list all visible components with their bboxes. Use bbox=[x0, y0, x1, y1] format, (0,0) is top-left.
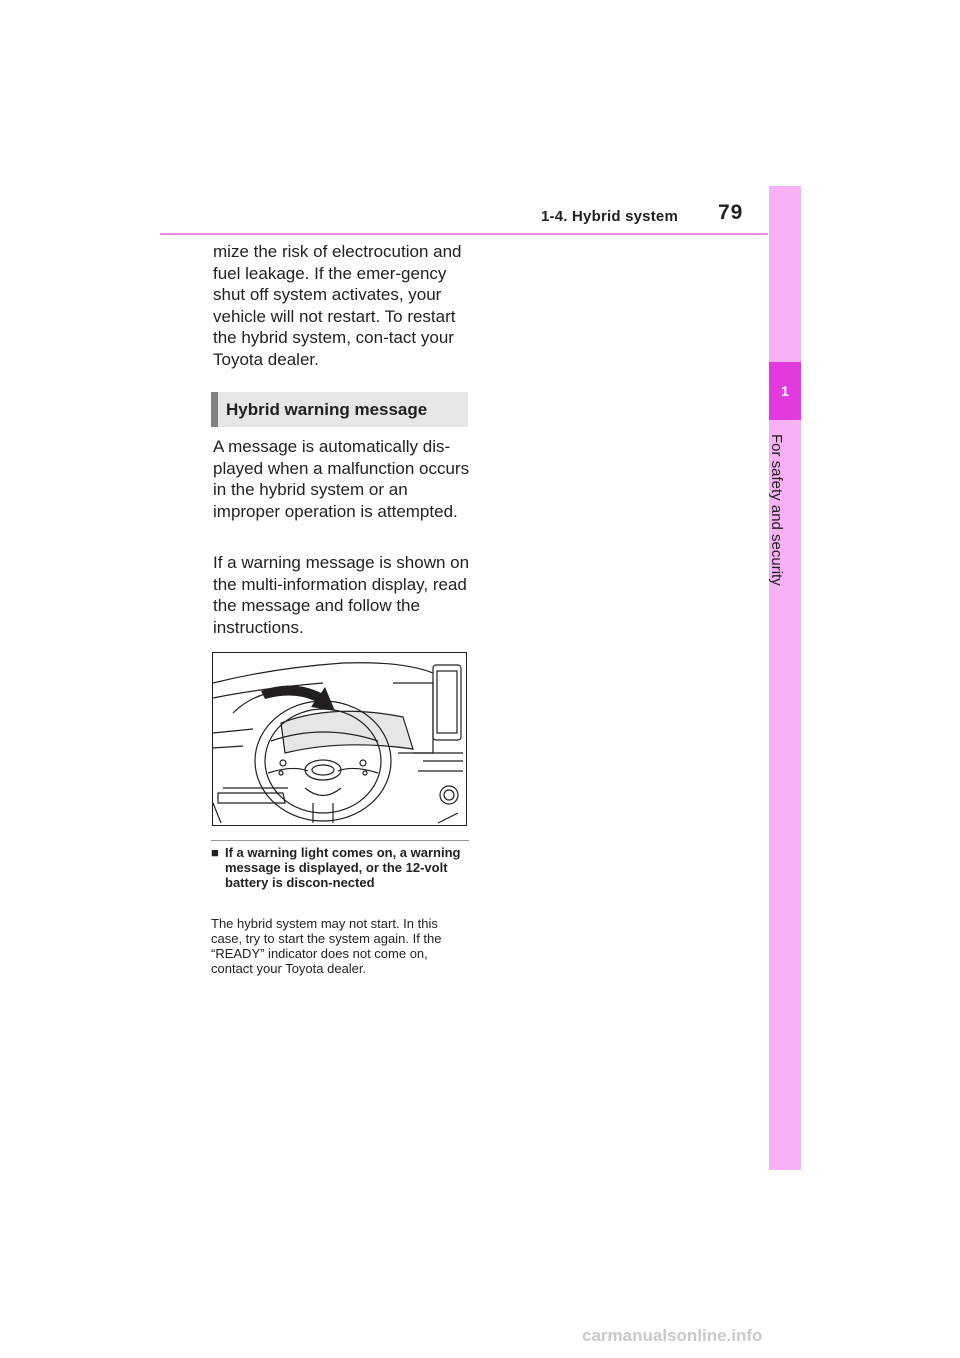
note-divider bbox=[211, 840, 469, 841]
section-title: 1-4. Hybrid system bbox=[541, 208, 678, 225]
header-divider bbox=[160, 233, 768, 235]
paragraph-follow-instructions: If a warning message is shown on the multi-information display, read the message and follow the instructions. bbox=[213, 553, 470, 637]
page-number: 79 bbox=[718, 201, 744, 224]
dashboard-illustration bbox=[212, 652, 467, 826]
note-heading-text: If a warning light comes on, a warning message is displayed, or the 12-volt battery is discon-nected bbox=[225, 845, 461, 890]
arrow-icon bbox=[213, 653, 467, 826]
chapter-side-tab bbox=[769, 186, 801, 1170]
section-heading bbox=[211, 392, 468, 427]
footer-watermark: carmanualsonline.info bbox=[582, 1326, 763, 1345]
chapter-number: 1 bbox=[781, 383, 789, 399]
chapter-number-box bbox=[769, 362, 801, 420]
paragraph-electrocution: mize the risk of electrocution and fuel leakage. If the emer-gency shut off system activates, your vehicle will not restart. To restart the hybrid system, con-tact your Toyota dealer. bbox=[213, 242, 462, 369]
section-heading-label: Hybrid warning message bbox=[226, 399, 428, 419]
chapter-title: For safety and security bbox=[768, 434, 785, 586]
note-heading bbox=[211, 845, 471, 890]
note-text: The hybrid system may not start. In this case, try to start the system again. If the “READY” indicator does not come on, contact your Toyota dealer. bbox=[211, 916, 442, 976]
paragraph-auto-message: A message is automatically dis-played when a malfunction occurs in the hybrid system or an improper operation is attempted. bbox=[213, 437, 470, 521]
square-bullet-icon: ■ bbox=[211, 845, 219, 860]
